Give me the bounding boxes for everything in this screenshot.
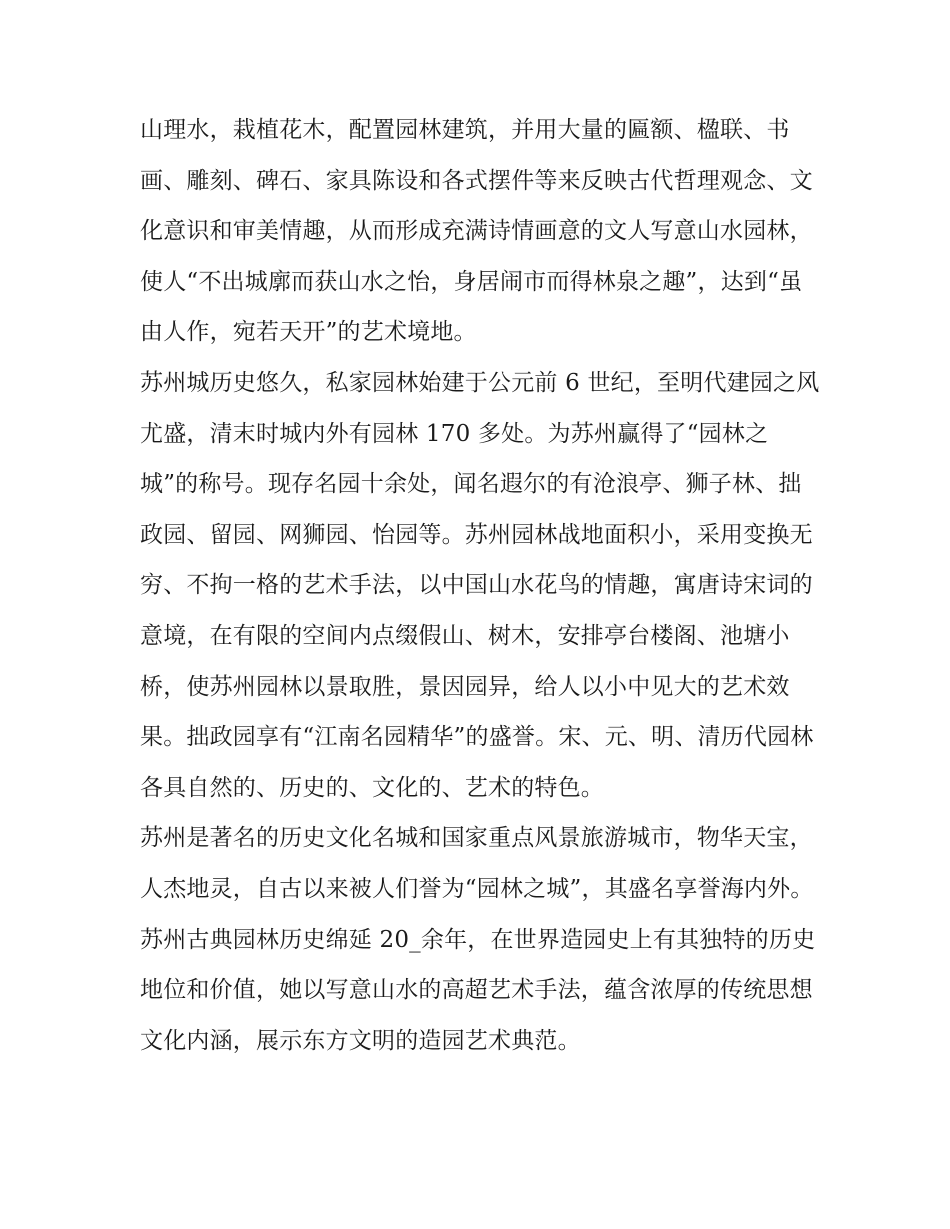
paragraph-suzhou-fame: 苏州是著名的历史文化名城和国家重点风景旅游城市，物华天宝，人杰地灵，自古以来被人们誉为“园林之城”，其盛名享誉海内外。苏州古典园林历史绵延 20_余年，在世界造园史上有其独特的历史地位和价值，她以写意山水的高超艺术手法，蕴含浓厚的传统思想文化内涵，展示东方文明的造园艺术典范。 — [140, 825, 816, 1054]
paragraph-suzhou-history: 苏州城历史悠久，私家园林始建于公元前 6 世纪，至明代建园之风尤盛，清末时城内外有园林 170 多处。为苏州赢得了“园林之城”的称号。现存名园十余处，闻名遐尔的有沧浪亭、狮子林、拙政园、留园、网狮园、怡园等。苏州园林战地面积小，采用变换无穷、不拘一格的艺术手法，以中国山水花鸟的情趣，寓唐诗宋词的意境，在有限的空间内点缀假山、树木，安排亭台楼阁、池塘小桥，使苏州园林以景取胜，景因园异，给人以小中见大的艺术效果。拙政园享有“江南名园精华”的盛誉。宋、元、明、清历代园林各具自然的、历史的、文化的、艺术的特色。 — [140, 369, 820, 801]
paragraph-garden-art: 山理水，栽植花木，配置园林建筑，并用大量的匾额、楹联、书画、雕刻、碑石、家具陈设和各式摆件等来反映古代哲理观念、文化意识和审美情趣，从而形成充满诗情画意的文人写意山水园林，使人“不出城廓而获山水之怡，身居闹市而得林泉之趣”，达到“虽由人作，宛若天开”的艺术境地。 — [140, 117, 813, 346]
document-body — [140, 105, 820, 1066]
